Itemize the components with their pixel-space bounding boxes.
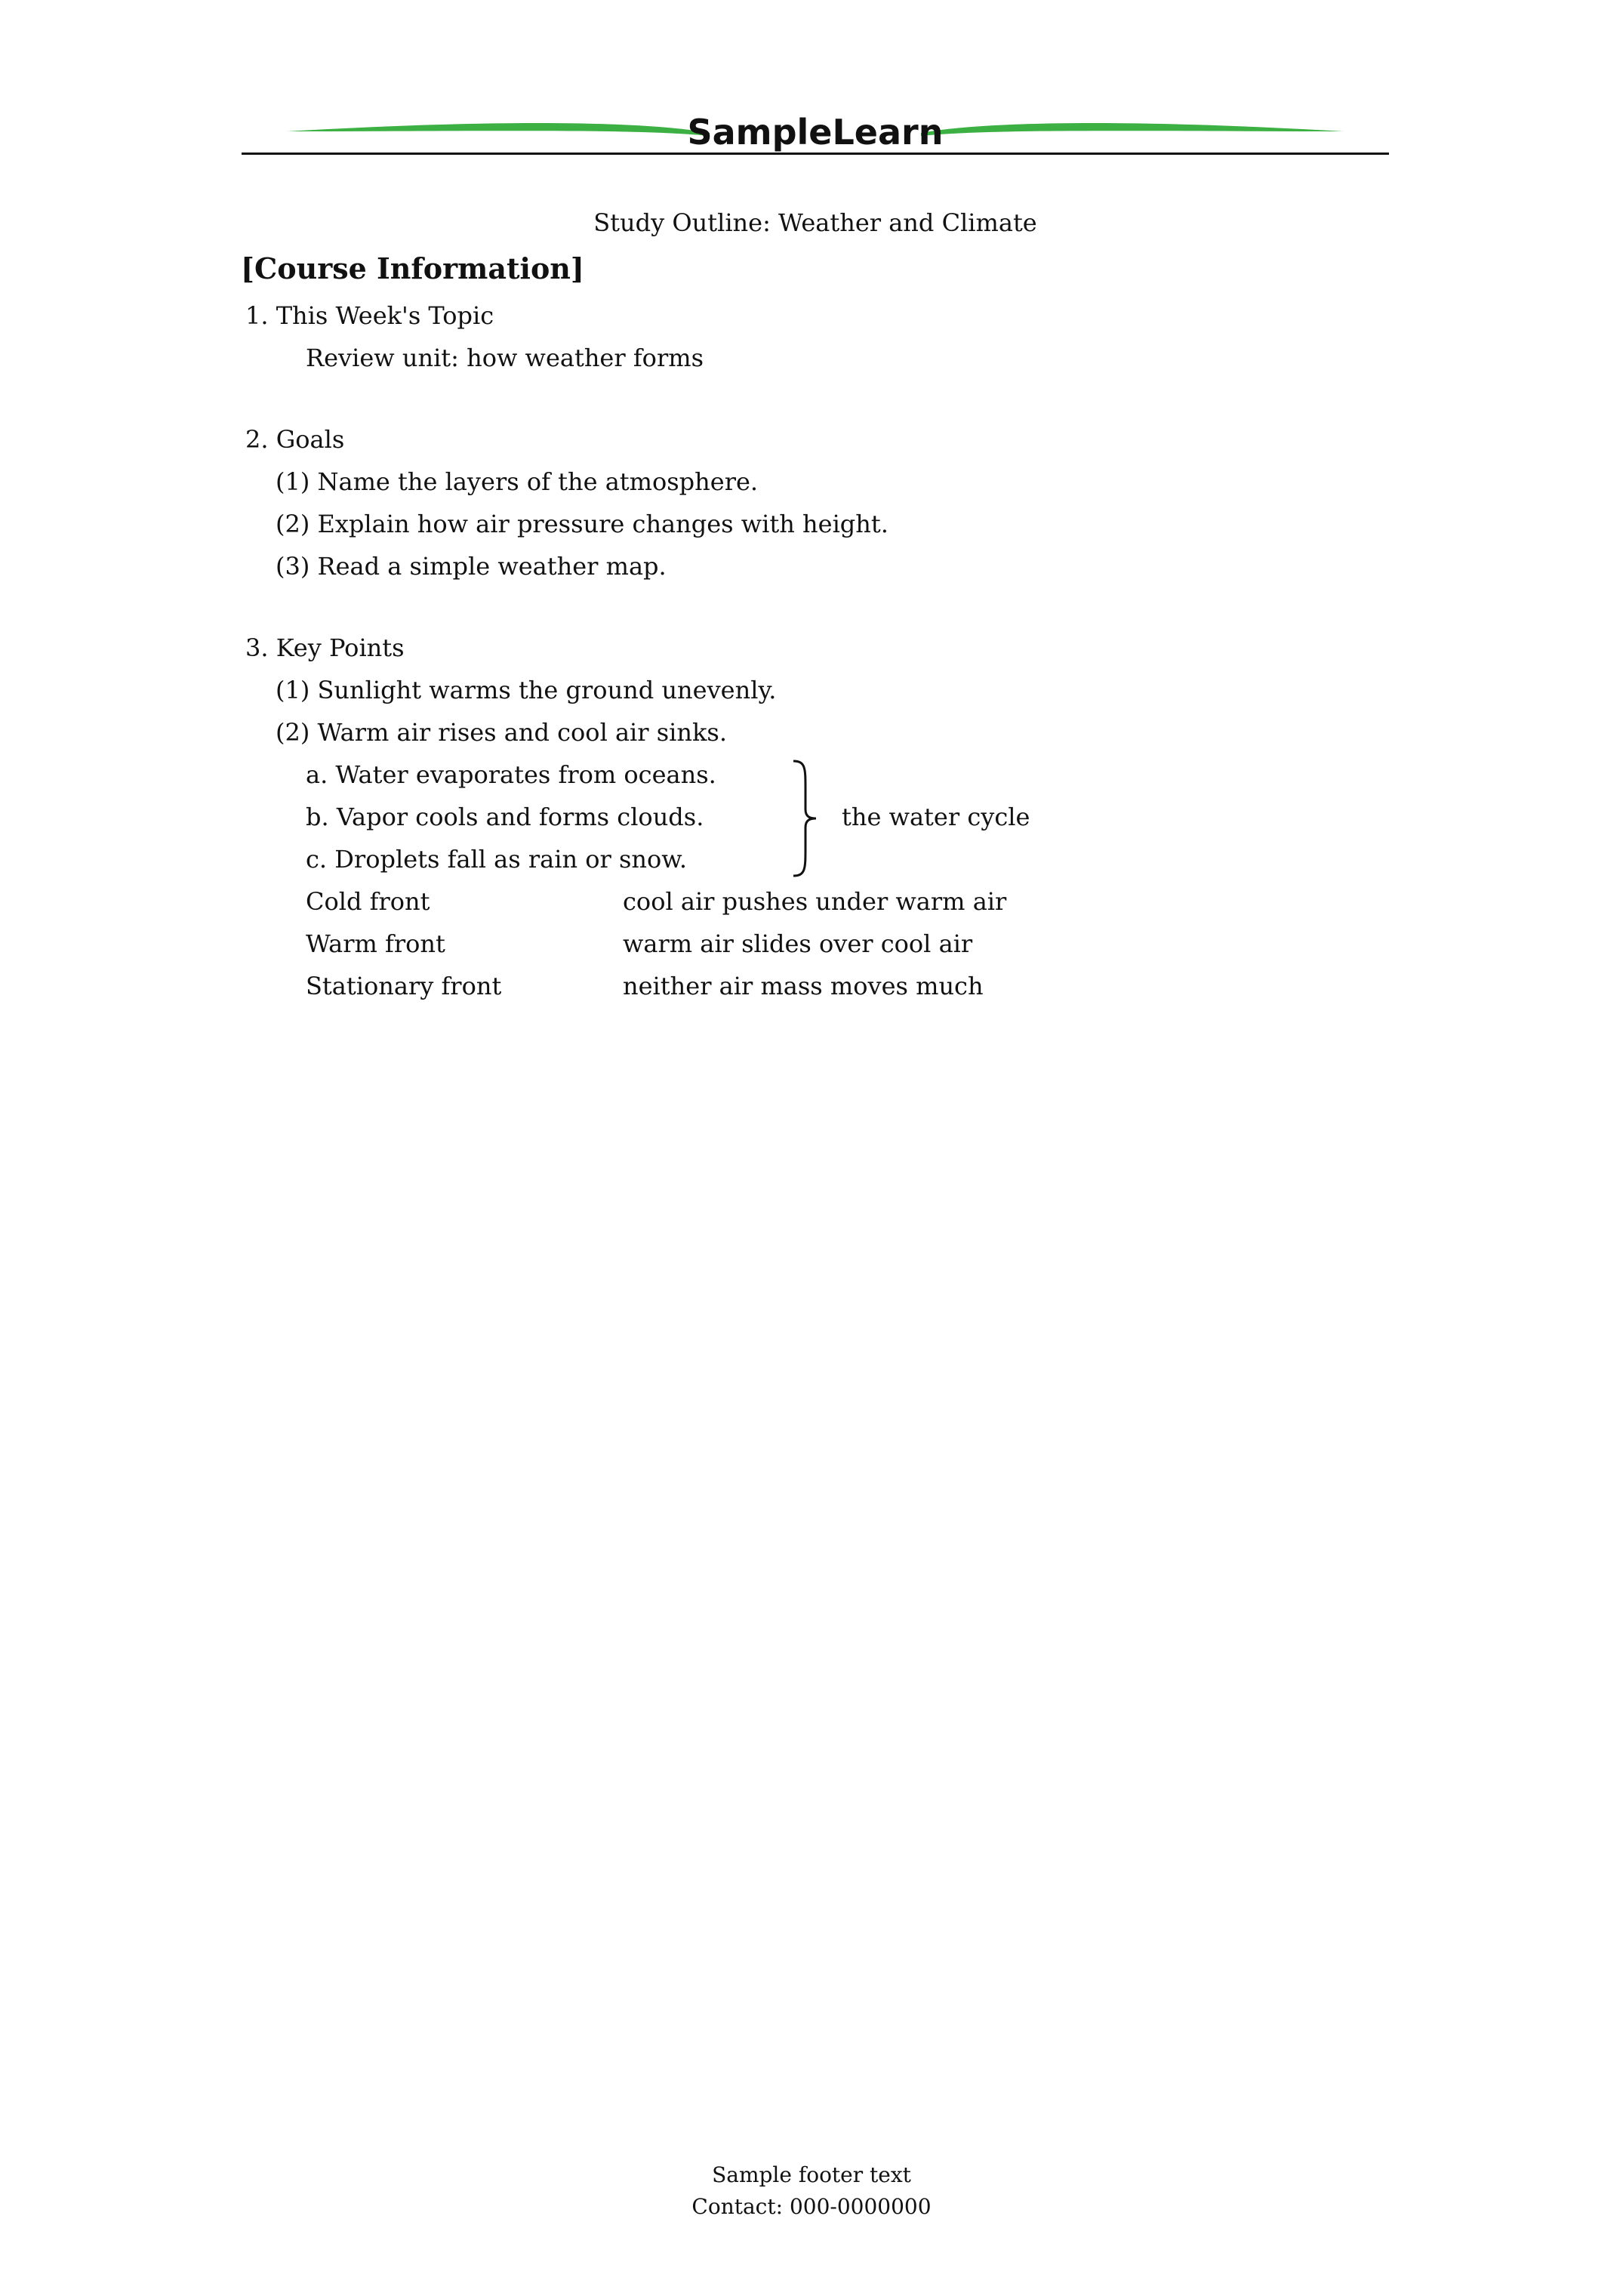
page-footer <box>0 2159 1623 2223</box>
header-rule <box>242 153 1389 155</box>
reaction-type: Cold front <box>306 887 430 916</box>
reaction-row <box>245 965 1385 1007</box>
page-title: Study Outline: Weather and Climate <box>593 208 1037 237</box>
curly-brace-icon <box>789 758 819 879</box>
site-brand[interactable]: SampleLearn <box>687 112 944 153</box>
section-line: Review unit: how weather forms <box>306 344 704 372</box>
reaction-type: Warm front <box>306 929 445 958</box>
reaction-equation: warm air slides over cool air <box>623 929 973 958</box>
group-item: b. Vapor cools and forms clouds. <box>306 803 704 831</box>
section-line: (3) Read a simple weather map. <box>276 552 667 581</box>
section-heading: 1. This Week's Topic <box>245 301 494 330</box>
reaction-equation: cool air pushes under warm air <box>623 887 1007 916</box>
footer-line: Contact: 000-0000000 <box>691 2194 932 2219</box>
section-line: (2) Warm air rises and cool air sinks. <box>276 718 727 747</box>
section-line: (1) Sunlight warms the ground unevenly. <box>276 676 777 704</box>
section-bracket-heading: [Course Information] <box>241 251 584 285</box>
site-header-banner <box>242 106 1389 166</box>
reaction-row <box>245 880 1385 923</box>
reaction-row <box>245 923 1385 965</box>
section-heading: 2. Goals <box>245 425 345 454</box>
section-line: (1) Name the layers of the atmosphere. <box>276 467 759 496</box>
footer-line: Sample footer text <box>712 2162 911 2187</box>
reaction-type: Stationary front <box>306 972 502 1000</box>
section-line: (2) Explain how air pressure changes with height. <box>276 510 888 538</box>
section-heading: 3. Key Points <box>245 633 405 662</box>
document-body <box>241 204 1385 1007</box>
reaction-equation: neither air mass moves much <box>623 972 984 1000</box>
group-label: the water cycle <box>842 803 1030 831</box>
group-item: a. Water evaporates from oceans. <box>306 760 716 789</box>
group-item: c. Droplets fall as rain or snow. <box>306 845 688 874</box>
bracket-group <box>245 754 1385 880</box>
